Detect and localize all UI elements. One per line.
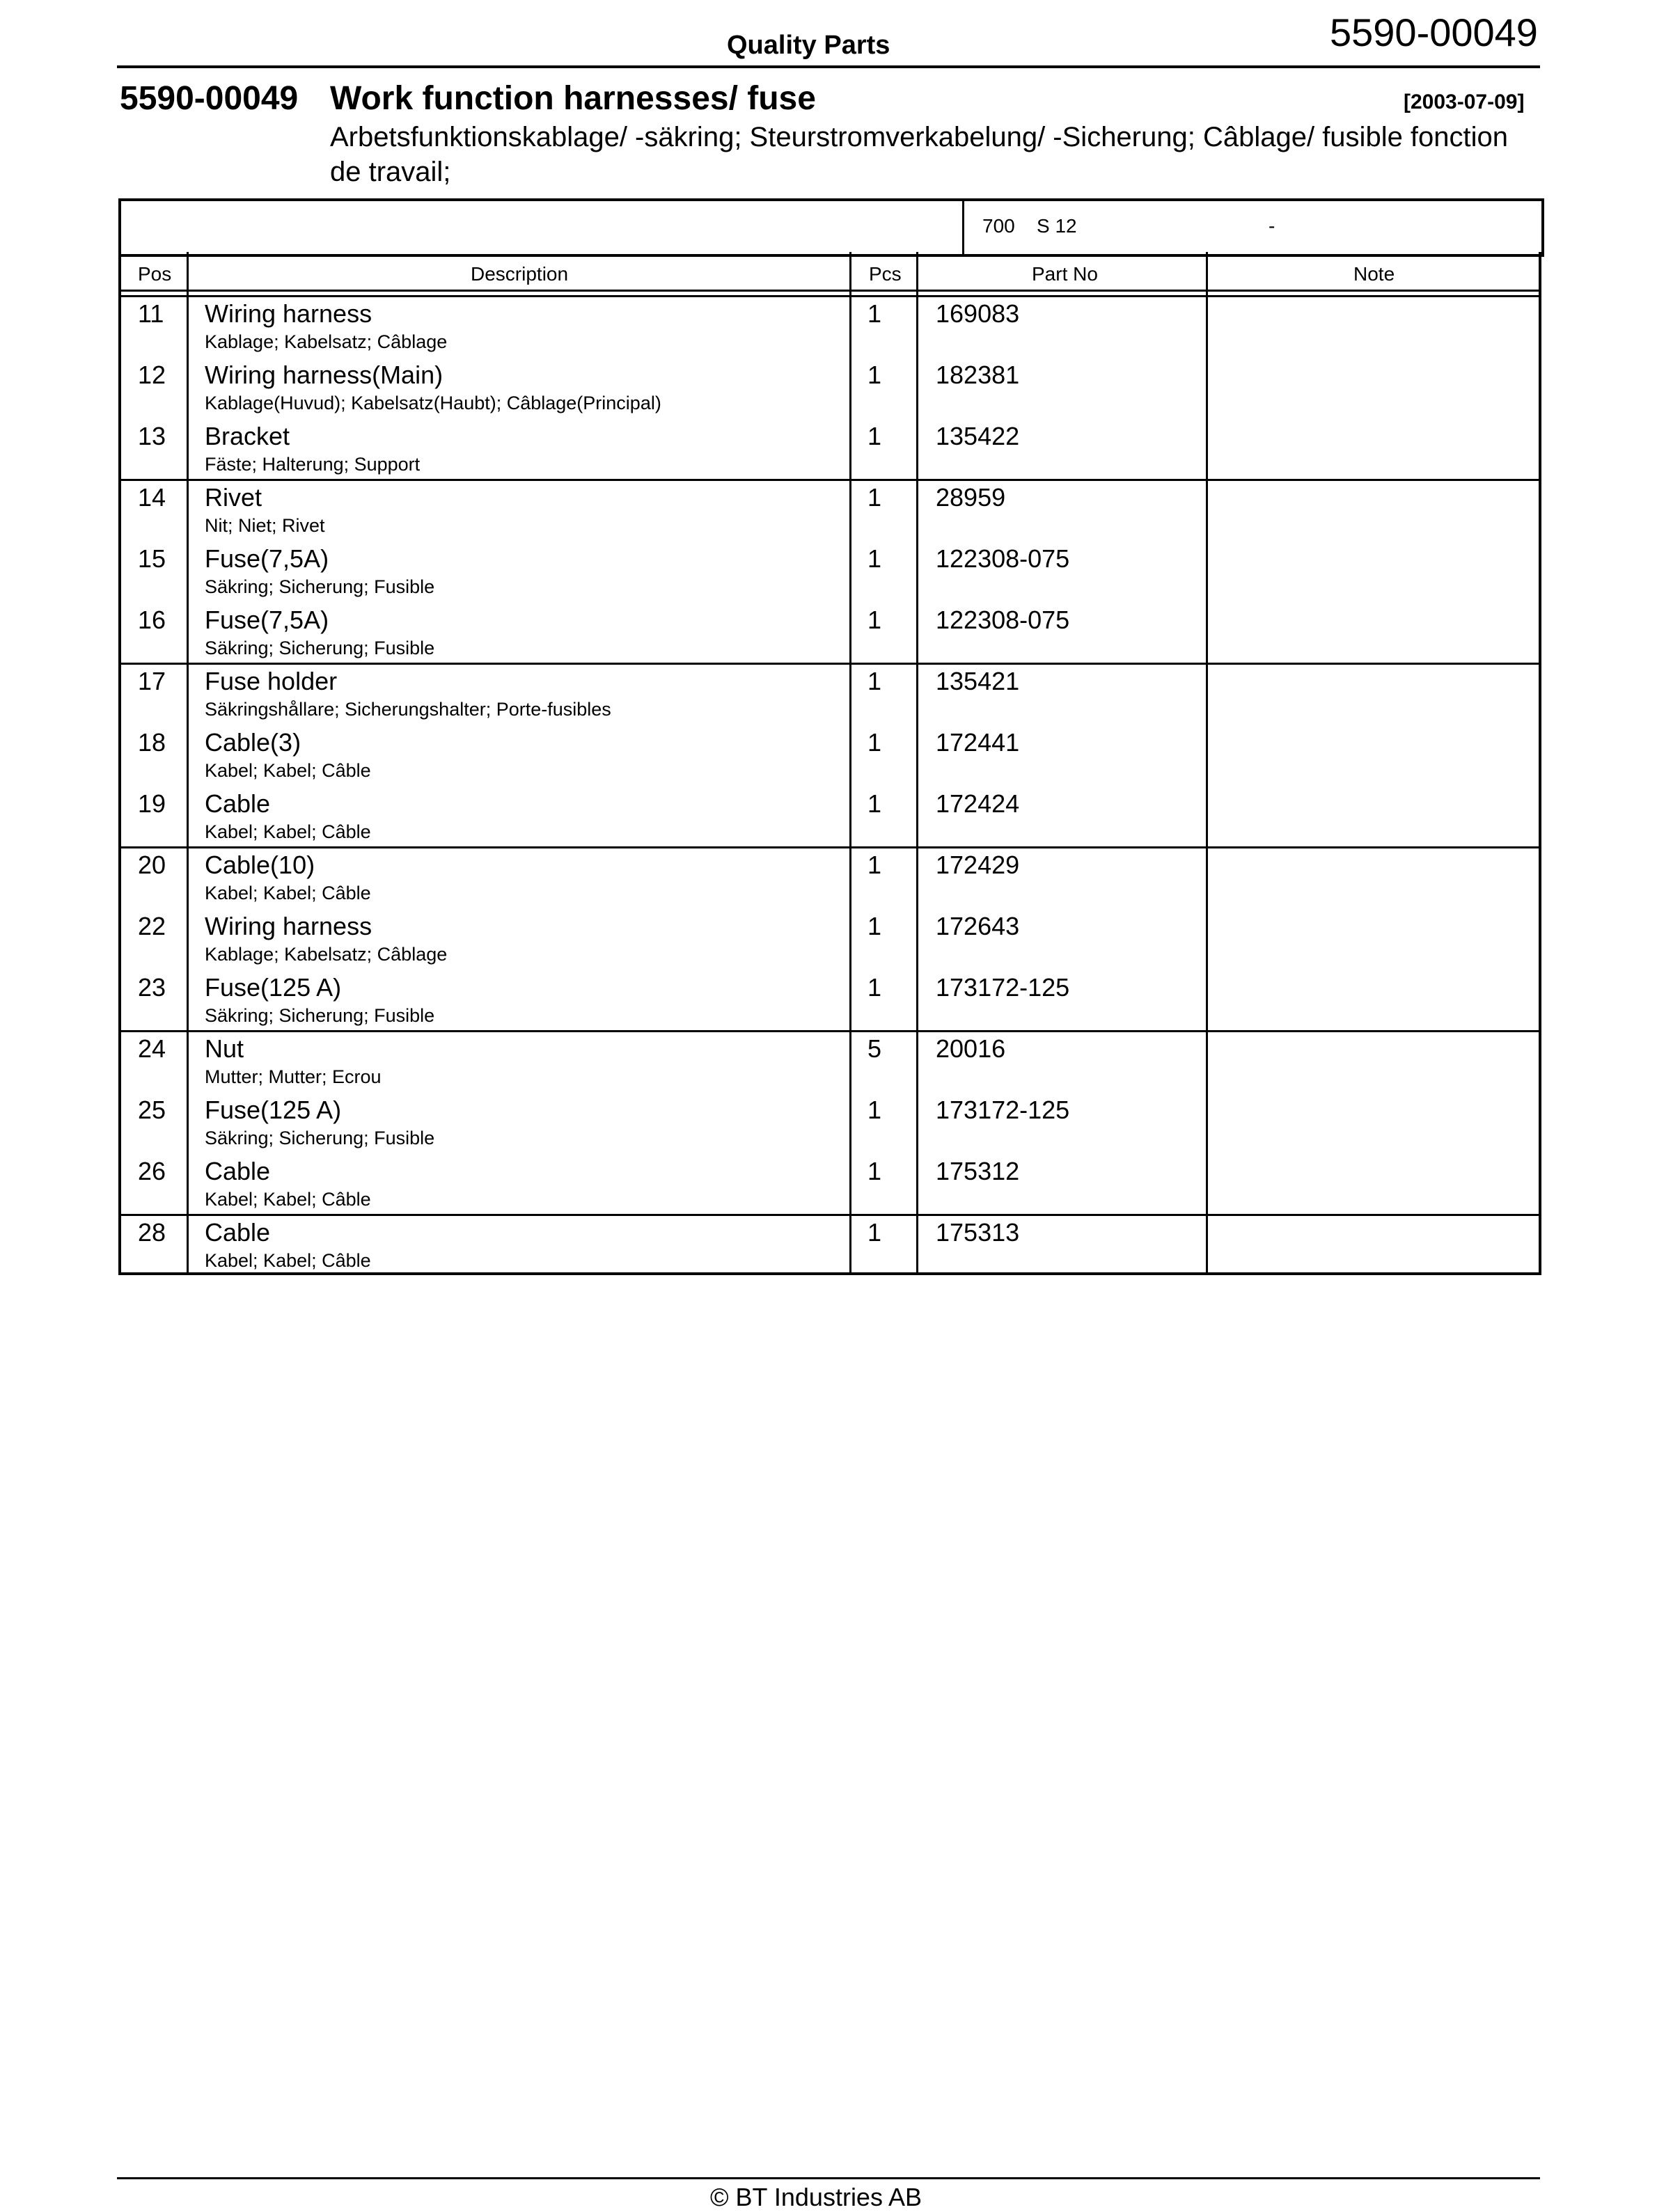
parts-table <box>118 252 1541 1275</box>
row-part-no: 173172-125 <box>936 973 1070 1002</box>
table-row <box>121 1153 1539 1214</box>
row-translation: Säkringshållare; Sicherungshalter; Porte-fusibles <box>205 699 611 720</box>
row-part-no: 135421 <box>936 667 1020 695</box>
row-pos: 24 <box>138 1034 166 1063</box>
table-row <box>121 295 1539 356</box>
row-description: Fuse(125 A) <box>205 1096 342 1124</box>
row-pcs: 1 <box>867 851 882 879</box>
row-pcs: 1 <box>867 728 882 757</box>
document-subtitle: Arbetsfunktionskablage/ -säkring; Steurstromverkabelung/ -Sicherung; Câblage/ fusible fonction de travail; <box>330 122 1509 187</box>
row-part-no: 172441 <box>936 728 1020 757</box>
table-row <box>121 969 1539 1030</box>
row-pos: 14 <box>138 483 166 512</box>
header-underline <box>121 290 1539 292</box>
row-description: Cable(10) <box>205 851 315 879</box>
row-description: Fuse holder <box>205 667 338 695</box>
row-translation: Säkring; Sicherung; Fusible <box>205 638 435 658</box>
header-rule <box>117 65 1540 68</box>
row-description: Nut <box>205 1034 244 1063</box>
column-header-part-no: Part No <box>1032 263 1098 285</box>
table-row <box>121 1091 1539 1153</box>
row-translation: Mutter; Mutter; Ecrou <box>205 1066 382 1087</box>
row-description: Rivet <box>205 483 262 512</box>
model-range: - <box>1269 215 1275 237</box>
row-translation: Kabel; Kabel; Câble <box>205 883 371 903</box>
row-pos: 13 <box>138 422 166 450</box>
row-pos: 26 <box>138 1157 166 1185</box>
row-translation: Fäste; Halterung; Support <box>205 454 421 475</box>
table-row <box>121 601 1539 663</box>
row-translation: Kabel; Kabel; Câble <box>205 760 371 781</box>
table-row <box>121 724 1539 785</box>
info-divider <box>962 201 964 254</box>
row-part-no: 122308-075 <box>936 544 1070 573</box>
row-pos: 11 <box>138 299 164 328</box>
row-pcs: 1 <box>867 544 882 573</box>
row-translation: Säkring; Sicherung; Fusible <box>205 1005 435 1026</box>
page-code: 5590-00049 <box>1330 10 1538 54</box>
row-description: Cable <box>205 789 271 818</box>
column-header-pcs: Pcs <box>869 263 902 285</box>
header-title: Quality Parts <box>727 31 890 60</box>
table-row <box>121 1214 1539 1275</box>
row-translation: Säkring; Sicherung; Fusible <box>205 1128 435 1148</box>
row-pcs: 1 <box>867 1096 882 1124</box>
row-description: Cable <box>205 1218 271 1247</box>
column-header-pos: Pos <box>138 263 172 285</box>
row-pcs: 5 <box>867 1034 882 1063</box>
table-row <box>121 663 1539 724</box>
row-description: Fuse(125 A) <box>205 973 342 1002</box>
row-part-no: 172429 <box>936 851 1020 879</box>
table-row <box>121 908 1539 969</box>
row-part-no: 173172-125 <box>936 1096 1070 1124</box>
row-description: Bracket <box>205 422 290 450</box>
row-description: Fuse(7,5A) <box>205 606 329 634</box>
row-pos: 16 <box>138 606 166 634</box>
row-pcs: 1 <box>867 1218 882 1247</box>
row-pos: 19 <box>138 789 166 818</box>
model-info-box <box>118 198 1544 257</box>
row-part-no: 172424 <box>936 789 1020 818</box>
table-row <box>121 846 1539 908</box>
row-part-no: 135422 <box>936 422 1020 450</box>
row-description: Cable(3) <box>205 728 301 757</box>
row-description: Wiring harness(Main) <box>205 361 443 389</box>
row-translation: Kabel; Kabel; Câble <box>205 821 371 842</box>
row-part-no: 175313 <box>936 1218 1020 1247</box>
row-part-no: 175312 <box>936 1157 1020 1185</box>
model-series: S 12 <box>1037 215 1077 237</box>
row-pos: 18 <box>138 728 166 757</box>
model-number: 700 <box>982 215 1015 237</box>
row-description: Fuse(7,5A) <box>205 544 329 573</box>
row-pcs: 1 <box>867 422 882 450</box>
row-pos: 23 <box>138 973 166 1002</box>
table-row <box>121 356 1539 418</box>
row-part-no: 20016 <box>936 1034 1006 1063</box>
row-pos: 28 <box>138 1218 166 1247</box>
row-part-no: 122308-075 <box>936 606 1070 634</box>
row-pcs: 1 <box>867 912 882 940</box>
footer-rule <box>117 2177 1540 2179</box>
row-part-no: 28959 <box>936 483 1006 512</box>
document-date: [2003-07-09] <box>1404 90 1525 113</box>
table-row <box>121 785 1539 846</box>
row-pcs: 1 <box>867 973 882 1002</box>
table-row <box>121 479 1539 540</box>
document-title: Work function harnesses/ fuse <box>330 80 816 117</box>
copyright: © BT Industries AB <box>710 2183 922 2211</box>
row-translation: Kablage(Huvud); Kabelsatz(Haubt); Câblage(Principal) <box>205 393 661 413</box>
column-header-description: Description <box>471 263 569 285</box>
document-number: 5590-00049 <box>120 80 299 117</box>
row-translation: Säkring; Sicherung; Fusible <box>205 576 435 597</box>
row-pos: 12 <box>138 361 166 389</box>
row-pcs: 1 <box>867 789 882 818</box>
row-translation: Kablage; Kabelsatz; Câblage <box>205 331 448 352</box>
row-pcs: 1 <box>867 1157 882 1185</box>
row-translation: Kabel; Kabel; Câble <box>205 1189 371 1210</box>
row-pcs: 1 <box>867 606 882 634</box>
row-pos: 17 <box>138 667 166 695</box>
row-pcs: 1 <box>867 361 882 389</box>
row-translation: Nit; Niet; Rivet <box>205 515 325 536</box>
table-row <box>121 1030 1539 1091</box>
row-part-no: 182381 <box>936 361 1020 389</box>
row-part-no: 172643 <box>936 912 1020 940</box>
row-pcs: 1 <box>867 667 882 695</box>
row-description: Wiring harness <box>205 912 372 940</box>
row-description: Cable <box>205 1157 271 1185</box>
row-pcs: 1 <box>867 483 882 512</box>
row-pos: 22 <box>138 912 166 940</box>
row-translation: Kablage; Kabelsatz; Câblage <box>205 944 448 965</box>
row-description: Wiring harness <box>205 299 372 328</box>
column-header-note: Note <box>1353 263 1395 285</box>
row-pos: 15 <box>138 544 166 573</box>
table-row <box>121 418 1539 479</box>
row-translation: Kabel; Kabel; Câble <box>205 1250 371 1271</box>
row-pos: 20 <box>138 851 166 879</box>
row-pcs: 1 <box>867 299 882 328</box>
table-row <box>121 540 1539 601</box>
row-pos: 25 <box>138 1096 166 1124</box>
row-part-no: 169083 <box>936 299 1020 328</box>
